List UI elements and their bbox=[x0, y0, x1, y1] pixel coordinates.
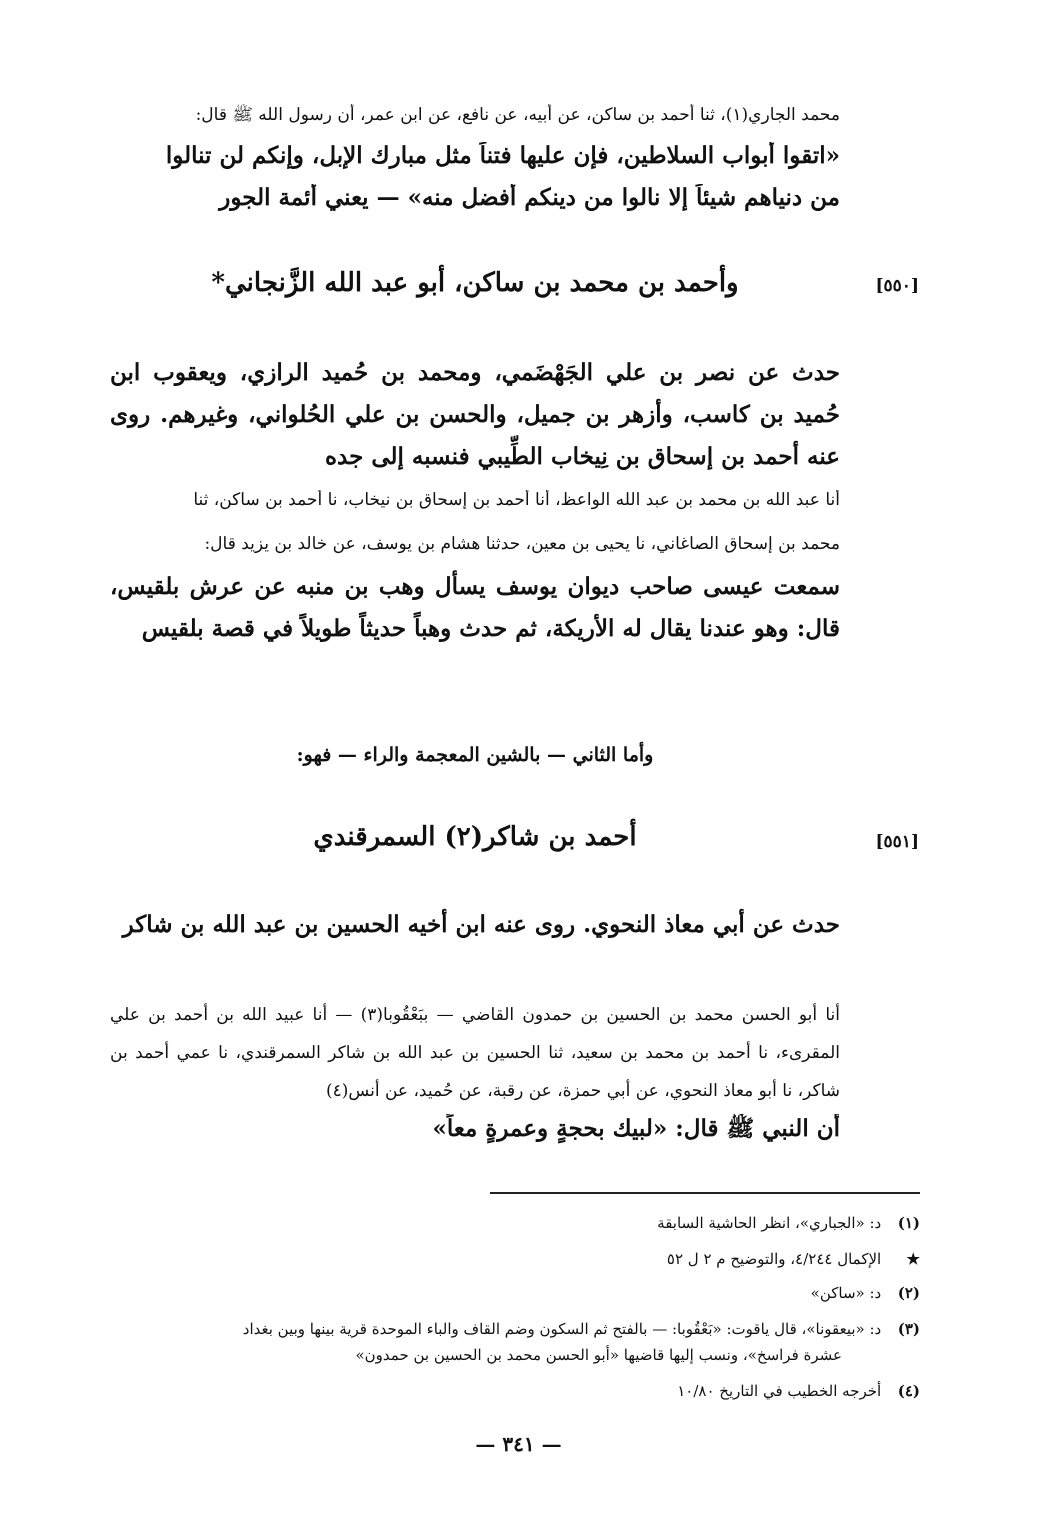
footnote-mark: ★ bbox=[906, 1250, 920, 1268]
top-hadith-line-1: «اتقوا أبواب السلاطين، فإن عليها فتناً مثل مبارك الإبل، وإنكم لن تنالوا bbox=[165, 142, 840, 169]
entry-550-isnad-line-1: أنا عبد الله بن محمد بن عبد الله الواعظ، أنا أحمد بن إسحاق بن نيخاب، نا أحمد بن ساكن، ثنا bbox=[193, 490, 840, 510]
page-number: — ٣٤١ — bbox=[475, 1432, 562, 1456]
footnote-text-continued: عشرة فراسخ»، ونسب إليها قاضيها «أبو الحسن محمد بن الحسين بن حمدون» bbox=[355, 1346, 842, 1364]
footnote-4 bbox=[110, 1378, 920, 1404]
entry-number-551: [٥٥١] bbox=[875, 832, 919, 852]
footnote-separator bbox=[490, 1192, 920, 1194]
footnote-mark: (٣) bbox=[897, 1320, 920, 1338]
footnote-text: د: «بيعقونا»، قال ياقوت: «بَعْقُوبا: — بالفتح ثم السكون وضم القاف والباء الموحدة قرية بينها وبين بغداد bbox=[242, 1320, 882, 1338]
footnote-2 bbox=[110, 1280, 920, 1306]
entry-number-550: [٥٥٠] bbox=[875, 276, 919, 296]
footnote-text: د: «ساكن» bbox=[810, 1284, 882, 1302]
entry-title-550: وأحمد بن محمد بن ساكن، أبو عبد الله الزَّنجاني* bbox=[211, 268, 739, 298]
footnote-3 bbox=[110, 1316, 920, 1368]
footnote-mark: (٤) bbox=[897, 1382, 920, 1400]
footnote-mark: (٢) bbox=[897, 1284, 920, 1302]
entry-550-biography: حدث عن نصر بن علي الجَهْضَمي، ومحمد بن حُميد الرازي، ويعقوب ابن حُميد بن كاسب، وأزهر بن جميل، والحسن بن علي الحُلواني، وغيرهم. روى عنه أحمد بن إسحاق بن نِيخاب الطِّيبي فنسبه إلى جده bbox=[110, 359, 840, 470]
footnote-text: د: «الجباري»، انظر الحاشية السابقة bbox=[657, 1214, 882, 1232]
top-hadith-line-2: من دنياهم شيئاً إلا نالوا من دينكم أفضل منه» — يعني أئمة الجور bbox=[219, 184, 840, 211]
entry-551-hadith-text: أن النبي ﷺ قال: «لبيك بحجةٍ وعمرةٍ معاً» bbox=[432, 1115, 840, 1142]
top-isnad-line: محمد الجاري(١)، ثنا أحمد بن ساكن، عن أبيه، عن نافع، عن ابن عمر، أن رسول الله ﷺ قال: bbox=[195, 105, 840, 125]
entry-550-report-text: سمعت عيسى صاحب ديوان يوسف يسأل وهب بن منبه عن عرش بلقيس، قال: وهو عندنا يقال له الأريكة، ثم حدث وهباً حديثاً طويلاً في قصة بلقيس bbox=[110, 573, 840, 642]
entry-551-biography: حدث عن أبي معاذ النحوي. روى عنه ابن أخيه الحسين بن عبد الله بن شاكر bbox=[122, 911, 840, 938]
entry-551-isnad: أنا أبو الحسن محمد بن الحسين بن حمدون القاضي — ببَعْقُوبا(٣) — أنا عبيد الله بن أحمد بن علي المقرىء، نا أحمد بن محمد بن سعيد، ثنا الحسين بن عبد الله بن شاكر السمرقندي، نا عمي أحمد بن شاكر، نا أبو معاذ النحوي، عن أبي حمزة، عن رقبة، عن حُميد، عن أنس(٤) bbox=[110, 1005, 840, 1101]
section-heading: وأما الثاني — بالشين المعجمة والراء — فهو: bbox=[296, 744, 654, 766]
entry-title-551: أحمد بن شاكر(٢) السمرقندي bbox=[313, 822, 637, 852]
footnote-1 bbox=[110, 1210, 920, 1236]
footnote-text: الإكمال ٤/٢٤٤، والتوضيح م ٢ ل ٥٢ bbox=[666, 1250, 882, 1268]
footnote-mark: (١) bbox=[897, 1214, 920, 1232]
footnote-star bbox=[110, 1246, 920, 1272]
entry-550-isnad-line-2: محمد بن إسحاق الصاغاني، نا يحيى بن معين، حدثنا هشام بن يوسف، عن خالد بن يزيد قال: bbox=[204, 534, 840, 554]
footnote-text: أخرجه الخطيب في التاريخ ١٠/٨٠ bbox=[677, 1382, 882, 1400]
